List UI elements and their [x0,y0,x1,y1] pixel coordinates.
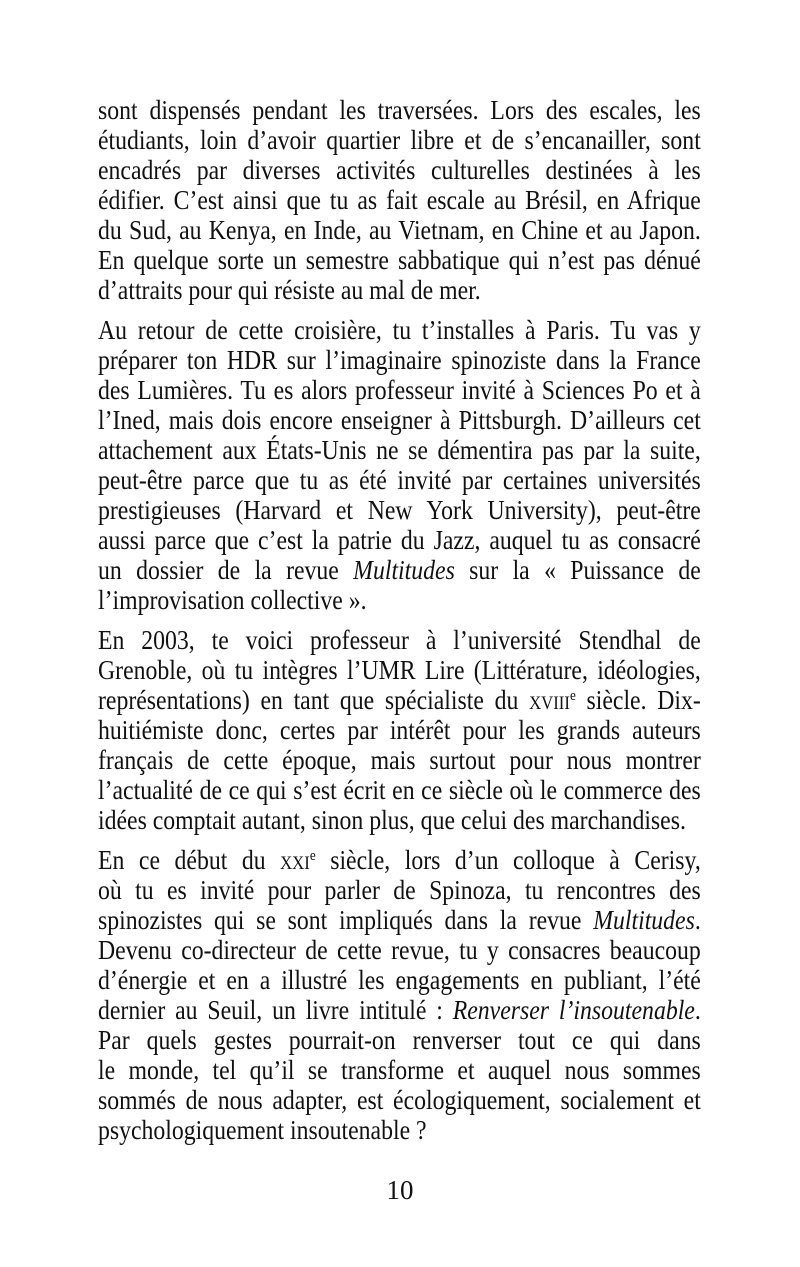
text-run: représentations) en tant que spécialiste du [98,685,530,715]
text-run: sont dispensés pendant les traversées. Lors des escales, les [98,95,701,125]
text-line [98,185,701,215]
text-run: siècle, lors d’un colloque à Cerisy, [315,845,701,875]
paragraph [98,315,701,615]
text-line [98,215,701,245]
text-line [98,715,701,745]
text-run: d’énergie et en a illustré les engagements en publiant, l’été [98,965,701,995]
text-line [98,275,701,305]
text-line [98,905,701,935]
text-line [98,435,701,465]
text-line [98,495,701,525]
ordinal-superscript: e [569,688,576,704]
text-line [98,555,701,585]
text-line [98,95,701,125]
text-line [98,1115,701,1145]
italic-title: Multitudes [593,905,695,935]
text-run: Au retour de cette croisière, tu t’installes à Paris. Tu vas y [98,315,701,345]
text-run: étudiants, loin d’avoir quartier libre et de s’encanailler, sont [98,125,701,155]
text-run: psychologiquement insoutenable ? [98,1115,427,1145]
text-run: édifier. C’est ainsi que tu as fait escale au Brésil, en Afrique [98,185,701,215]
text-line [98,965,701,995]
text-run: En 2003, te voici professeur à l’université Stendhal de [98,625,701,655]
text-line [98,315,701,345]
text-run: peut-être parce que tu as été invité par certaines universités [98,465,701,495]
text-line [98,625,701,655]
text-run: aussi parce que c’est la patrie du Jazz, auquel tu as consacré [98,525,701,555]
text-line [98,525,701,555]
page-number: 10 [386,1175,414,1205]
text-line [98,805,701,835]
text-line [98,245,701,275]
text-run: Grenoble, où tu intègres l’UMR Lire (Littérature, idéologies, [98,655,701,685]
text-run: prestigieuses (Harvard et New York University), peut-être [98,495,701,525]
text-run: d’attraits pour qui résiste au mal de mer. [98,275,481,305]
text-run: où tu es invité pour parler de Spinoza, tu rencontres des [98,875,701,905]
paragraph [98,845,701,1145]
text-run: l’Ined, mais dois encore enseigner à Pittsburgh. D’ailleurs cet [98,405,701,435]
ordinal-superscript: e [309,848,316,864]
text-line [98,845,701,875]
italic-title: Multitudes [353,555,455,585]
text-run: En ce début du [98,845,281,875]
text-line [98,935,701,965]
text-run: . [694,995,701,1025]
text-line [98,405,701,435]
text-line [98,875,701,905]
text-run: attachement aux États-Unis ne se démentira pas par la suite, [98,435,701,465]
text-line [98,345,701,375]
text-line [98,745,701,775]
text-line [98,1025,701,1055]
text-run: préparer ton HDR sur l’imaginaire spinoziste dans la France [98,345,701,375]
text-line [98,125,701,155]
text-line [98,465,701,495]
text-run: En quelque sorte un semestre sabbatique qui n’est pas dénué [98,245,701,275]
text-run: sur la « Puissance de [454,555,701,585]
text-line [98,995,701,1025]
page-body [98,95,701,1155]
text-run: du Sud, au Kenya, en Inde, au Vietnam, en Chine et au Japon. [98,215,701,245]
text-run: dernier au Seuil, un livre intitulé : [98,995,453,1025]
century-numeral: xviii [529,685,570,715]
text-line [98,685,701,715]
text-run: Par quels gestes pourrait-on renverser tout ce qui dans [98,1025,701,1055]
text-line [98,585,701,615]
text-run: huitiémiste donc, certes par intérêt pour les grands auteurs [98,715,701,745]
text-run: français de cette époque, mais surtout pour nous montrer [98,745,701,775]
text-line [98,1085,701,1115]
text-run: le monde, tel qu’il se transforme et auquel nous sommes [98,1055,701,1085]
text-line [98,155,701,185]
text-run: encadrés par diverses activités culturelles destinées à les [98,155,701,185]
text-line [98,1055,701,1085]
text-run: idées comptait autant, sinon plus, que celui des marchandises. [98,805,686,835]
century-numeral: xxi [280,845,310,875]
text-run: l’improvisation collective ». [98,585,367,615]
text-run: Devenu co-directeur de cette revue, tu y consacres beaucoup [98,935,701,965]
italic-title: Renverser l’insoutenable [452,995,695,1025]
text-run: sommés de nous adapter, est écologiquement, socialement et [98,1085,701,1115]
text-run: spinozistes qui se sont impliqués dans la revue [98,905,594,935]
text-run: . [694,905,701,935]
text-run: l’actualité de ce qui s’est écrit en ce siècle où le commerce des [98,775,701,805]
text-run: des Lumières. Tu es alors professeur invité à Sciences Po et à [98,375,701,405]
paragraph [98,95,701,305]
text-line [98,775,701,805]
text-line [98,655,701,685]
text-line [98,375,701,405]
paragraph [98,625,701,835]
text-run: siècle. Dix- [575,685,701,715]
text-run: un dossier de la revue [98,555,354,585]
